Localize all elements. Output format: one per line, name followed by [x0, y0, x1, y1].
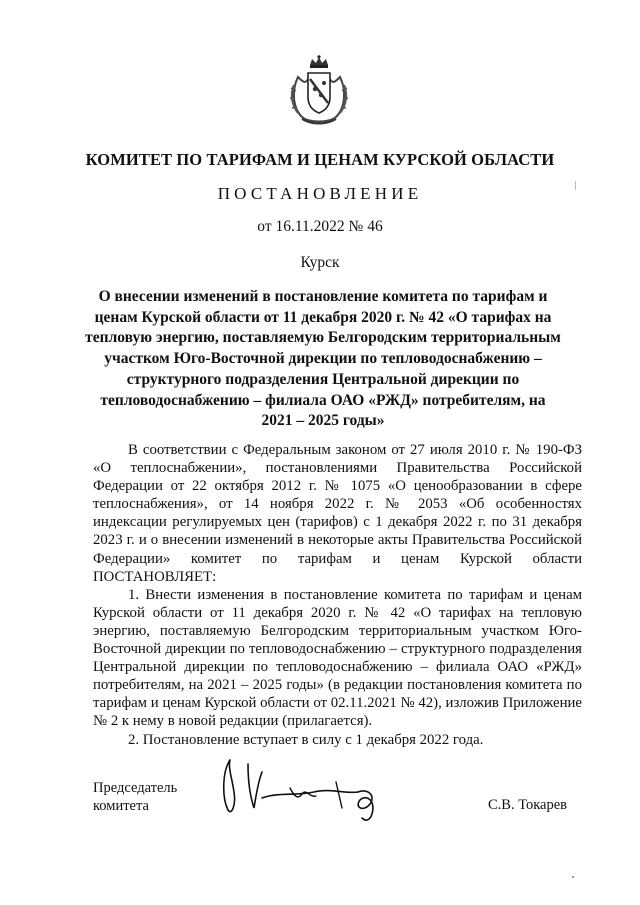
scan-artifact [572, 876, 574, 878]
committee-name: КОМИТЕТ ПО ТАРИФАМ И ЦЕНАМ КУРСКОЙ ОБЛАСТИ [85, 150, 555, 169]
document-city: Курск [300, 254, 340, 271]
signatory-title-line-2: комитета [93, 798, 149, 814]
document-subject: О внесении изменений в постановление комитета по тарифам и ценам Курской области от 11 декабря 2020 г. № 42 «О тарифах на тепловую энергию, поставляемую Белгородским территориальным участком Юго-Восточной дирекции по тепловодоснабжению – структурного подразделения Центральной дирекции по тепловодоснабжению – филиала ОАО «РЖД» потребителям, на 2021 – 2025 годы» [85, 288, 561, 430]
coat-of-arms-icon [288, 55, 350, 127]
signatory-title-line-1: Председатель [93, 780, 178, 796]
document-date-number: от 16.11.2022 № 46 [257, 218, 383, 235]
preamble-paragraph: В соответствии с Федеральным законом от 27 июля 2010 г. № 190-ФЗ «О теплоснабжении», постановлениями Правительства Российской Федерации от 22 октября 2012 г. № 1075 «О ценообразовании в сфере теплоснабжения», от 14 ноября 2022 г. № 2053 «Об особенностях индексации регулируемых цен (тарифов) с 1 декабря 2022 г. по 31 декабря 2023 г. и о внесении изменений в некоторые акты Правительства Российской Федерации» комитет по тарифам и ценам Курской области ПОСТАНОВЛЯЕТ: [93, 442, 582, 585]
signatory-title [93, 779, 177, 815]
handwritten-signature-icon [218, 752, 398, 822]
document-type: ПОСТАНОВЛЕНИЕ [217, 184, 423, 203]
item-1-paragraph: 1. Внести изменения в постановление комитета по тарифам и ценам Курской области от 11 декабря 2020 г. № 42 «О тарифах на тепловую энергию, поставляемую Белгородским территориальным участком Юго-Восточной дирекции по тепловодоснабжению – структурного подразделения Центральной дирекции по тепловодоснабжению – филиала ОАО «РЖД» потребителям, на 2021 – 2025 годы» (в редакции постановления комитета по тарифам и ценам Курской области от 02.11.2021 № 42), изложив Приложение № 2 к нему в новой редакции (прилагается). [93, 586, 582, 730]
signatory-name: С.В. Токарев [488, 797, 568, 813]
document-body [93, 441, 582, 749]
scan-artifact [575, 181, 576, 190]
item-2-paragraph: 2. Постановление вступает в силу с 1 декабря 2022 года. [128, 731, 484, 748]
